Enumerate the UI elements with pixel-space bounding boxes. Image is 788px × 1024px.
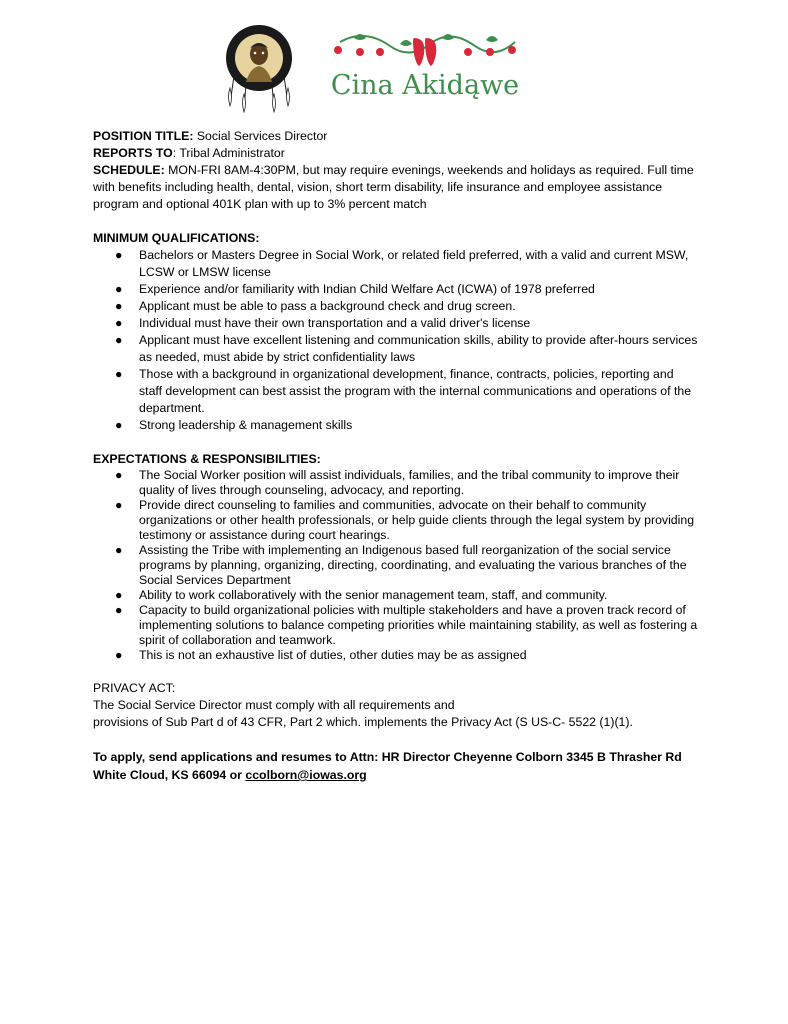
strawberry-vine-icon	[330, 28, 520, 72]
reports-to: REPORTS TO: Tribal Administrator	[93, 146, 285, 160]
apply-instructions: To apply, send applications and resumes to Attn: HR Director Cheyenne Colborn 3345 B Thrasher Rd White Cloud, KS 66094 or ccolborn@iowas.org	[93, 750, 682, 782]
list-item: ● Provide direct counseling to families and communities, advocate on their behalf to community organizations or other health professionals, or help guide clients through the legal system by providing testimony or assistance during court hearings.	[115, 498, 695, 542]
list-item: ● Ability to work collaboratively with the senior management team, staff, and community.	[115, 588, 608, 602]
list-item: ● Capacity to build organizational policies with multiple stakeholders and have a proven track record of implementing solutions to balance competing priorities while maintaining stability, as well as fostering a spirit of collaboration and teamwork.	[115, 603, 698, 647]
list-item: ● Assisting the Tribe with implementing an Indigenous based full reorganization of the social service programs by planning, organizing, directing, coordinating, and evaluating the various branches of the Social Services Department	[115, 543, 687, 587]
privacy-text-1: The Social Service Director must comply with all requirements and	[93, 698, 455, 712]
list-item: ● Bachelors or Masters Degree in Social Work, or related field preferred, with a valid and current MSW, LCSW or LMSW license	[115, 248, 689, 279]
brand-name: Cina Akidąwe	[330, 70, 520, 101]
privacy-text-2: provisions of Sub Part d of 43 CFR, Part 2 which. implements the Privacy Act (S US-C- 5522 (1)(1).	[93, 715, 633, 729]
schedule: SCHEDULE: MON-FRI 8AM-4:30PM, but may require evenings, weekends and holidays as required. Full time with benefits including health, dental, vision, short term disability, life insurance and employee assistance program and optional 401K plan with up to 3% percent match	[93, 163, 694, 211]
list-item: ● The Social Worker position will assist individuals, families, and the tribal community to improve their quality of lives through counseling, advocacy, and reporting.	[115, 468, 680, 497]
list-item: ● Applicant must have excellent listening and communication skills, ability to provide after-hours services as needed, must abide by strict confidentiality laws	[115, 333, 698, 364]
privacy-heading: PRIVACY ACT:	[93, 681, 176, 695]
list-item: ● This is not an exhaustive list of duties, other duties may be as assigned	[115, 648, 527, 662]
list-item: ● Strong leadership & management skills	[115, 418, 353, 432]
cina-akidawe-logo	[330, 28, 520, 108]
email-link[interactable]: ccolborn@iowas.org	[245, 768, 367, 782]
job-posting	[93, 128, 698, 784]
position-title: POSITION TITLE: Social Services Director	[93, 129, 328, 143]
header-logos	[0, 24, 788, 114]
expectations-list	[93, 468, 698, 663]
min-quals-heading: MINIMUM QUALIFICATIONS:	[93, 231, 260, 245]
list-item: ● Applicant must be able to pass a background check and drug screen.	[115, 299, 516, 313]
list-item: ● Experience and/or familiarity with Indian Child Welfare Act (ICWA) of 1978 preferred	[115, 282, 595, 296]
list-item: ● Those with a background in organizational development, finance, contracts, policies, reporting and staff development can best assist the program with the internal communications and operations of the department.	[115, 367, 692, 415]
iowa-tribe-seal-icon	[222, 24, 296, 114]
list-item: ● Individual must have their own transportation and a valid driver's license	[115, 316, 531, 330]
expectations-heading: EXPECTATIONS & RESPONSIBILITIES:	[93, 452, 321, 466]
min-quals-list	[93, 247, 698, 434]
